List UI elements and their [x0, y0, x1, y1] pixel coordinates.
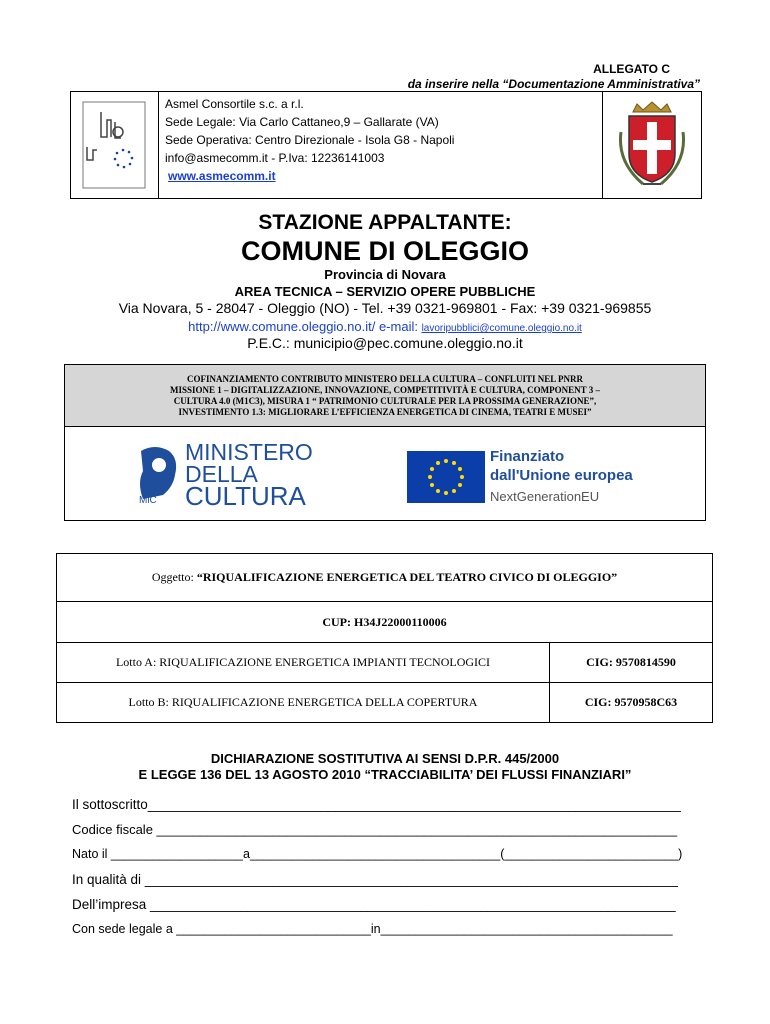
coat-of-arms-icon	[603, 92, 701, 198]
mic-badge: MiC	[139, 495, 157, 505]
cofin-line: COFINANZIAMENTO CONTRIBUTO MINISTERO DELLA CULTURA – CONFLUITI NEL PNRR	[187, 374, 583, 384]
eu-funding-text	[490, 447, 633, 504]
asmel-sede-operativa: Sede Operativa: Centro Direzionale - Isola G8 - Napoli	[165, 133, 455, 147]
cup-cell: CUP: H34J22000110006	[57, 602, 713, 643]
asmel-name: Asmel Consortile s.c. a r.l.	[165, 97, 304, 111]
oggetto-table	[56, 553, 713, 723]
funding-logos-box	[64, 427, 706, 521]
field-sede-legale[interactable]: Con sede legale a ____________________________in__________________________________________	[72, 922, 673, 936]
allegato-subtitle: da inserire nella “Documentazione Amministrativa”	[407, 77, 700, 91]
mic-line-2: DELLA	[185, 461, 258, 487]
eu-line-2: dall'Unione europea	[490, 467, 633, 484]
authority-pec: P.E.C.: municipio@pec.comune.oleggio.no.it	[247, 335, 523, 351]
asmel-logo	[71, 92, 158, 198]
mic-logo-text	[185, 439, 313, 511]
asmel-website-link[interactable]: www.asmecomm.it	[168, 169, 276, 183]
eu-line-3: NextGenerationEU	[490, 489, 600, 504]
oggetto-value: “RIQUALIFICAZIONE ENERGETICA DEL TEATRO CIVICO DI OLEGGIO”	[196, 570, 618, 584]
coat-of-arms-cell	[602, 92, 701, 198]
cofin-line: CULTURA 4.0 (M1C3), MISURA 1 “ PATRIMONIO CULTURALE PER LA PROSSIMA GENERAZIONE”,	[173, 396, 597, 406]
header-box	[70, 91, 702, 199]
allegato-label: ALLEGATO C	[593, 62, 670, 76]
field-nato-il[interactable]: Nato il ___________________a____________________________________(_________________________)	[72, 847, 683, 861]
cofin-line: MISSIONE 1 – DIGITALIZZAZIONE, INNOVAZIONE, COMPETITIVITÀ E CULTURA, COMPONENT 3 –	[170, 385, 600, 395]
field-qualita[interactable]: In qualità di _______________________________________________________________________	[72, 872, 678, 887]
asmel-sede-legale: Sede Legale: Via Carlo Cattaneo,9 – Gallarate (VA)	[165, 115, 439, 129]
asmel-info	[165, 95, 454, 185]
field-codice-fiscale[interactable]: Codice fiscale ________________________________________________________________________	[72, 822, 678, 837]
asmel-contacts: info@asmecomm.it - P.Iva: 12236141003	[165, 151, 385, 165]
stazione-appaltante-title: STAZIONE APPALTANTE:	[258, 211, 512, 234]
field-impresa[interactable]: Dell’impresa ______________________________________________________________________	[72, 897, 676, 912]
lotto-b-cell: Lotto B: RIQUALIFICAZIONE ENERGETICA DELLA COPERTURA	[57, 683, 550, 723]
declaration-title-2: E LEGGE 136 DEL 13 AGOSTO 2010 “TRACCIABILITA’ DEI FLUSSI FINANZIARI”	[138, 767, 632, 782]
authority-web-line	[0, 319, 770, 334]
declaration-title-1: DICHIARAZIONE SOSTITUTIVA AI SENSI D.P.R. 445/2000	[210, 751, 560, 766]
authority-website-link[interactable]: http://www.comune.oleggio.no.it/ e-mail:	[188, 319, 418, 334]
eu-line-1: Finanziato	[490, 448, 565, 465]
lotto-a-cell: Lotto A: RIQUALIFICAZIONE ENERGETICA IMPIANTI TECNOLOGICI	[57, 643, 550, 683]
mic-emblem-icon	[135, 443, 185, 505]
cig-a-cell: CIG: 9570814590	[550, 643, 713, 683]
oggetto-cell	[57, 554, 713, 602]
cofin-line: INVESTIMENTO 1.3: MIGLIORARE L’EFFICIENZA ENERGETICA DI CINEMA, TEATRI E MUSEI”	[178, 407, 592, 417]
authority-address: Via Novara, 5 - 28047 - Oleggio (NO) - Tel. +39 0321-969801 - Fax: +39 0321-969855	[118, 300, 652, 316]
asmel-logo-cell	[71, 92, 159, 198]
eu-flag-icon	[407, 451, 485, 503]
oggetto-label: Oggetto:	[151, 570, 194, 584]
area-tecnica: AREA TECNICA – SERVIZIO OPERE PUBBLICHE	[234, 284, 536, 299]
authority-email-link[interactable]: lavoripubblici@comune.oleggio.no.it	[421, 323, 582, 334]
provincia: Provincia di Novara	[324, 267, 446, 282]
cofinanziamento-box	[64, 364, 706, 427]
field-sottoscritto[interactable]: Il sottoscritto_______________________________________________________________________	[72, 797, 681, 812]
mic-line-3: CULTURA	[185, 481, 306, 511]
cig-b-cell: CIG: 9570958C63	[550, 683, 713, 723]
mic-line-1: MINISTERO	[185, 439, 313, 465]
comune-name: COMUNE DI OLEGGIO	[240, 236, 529, 266]
